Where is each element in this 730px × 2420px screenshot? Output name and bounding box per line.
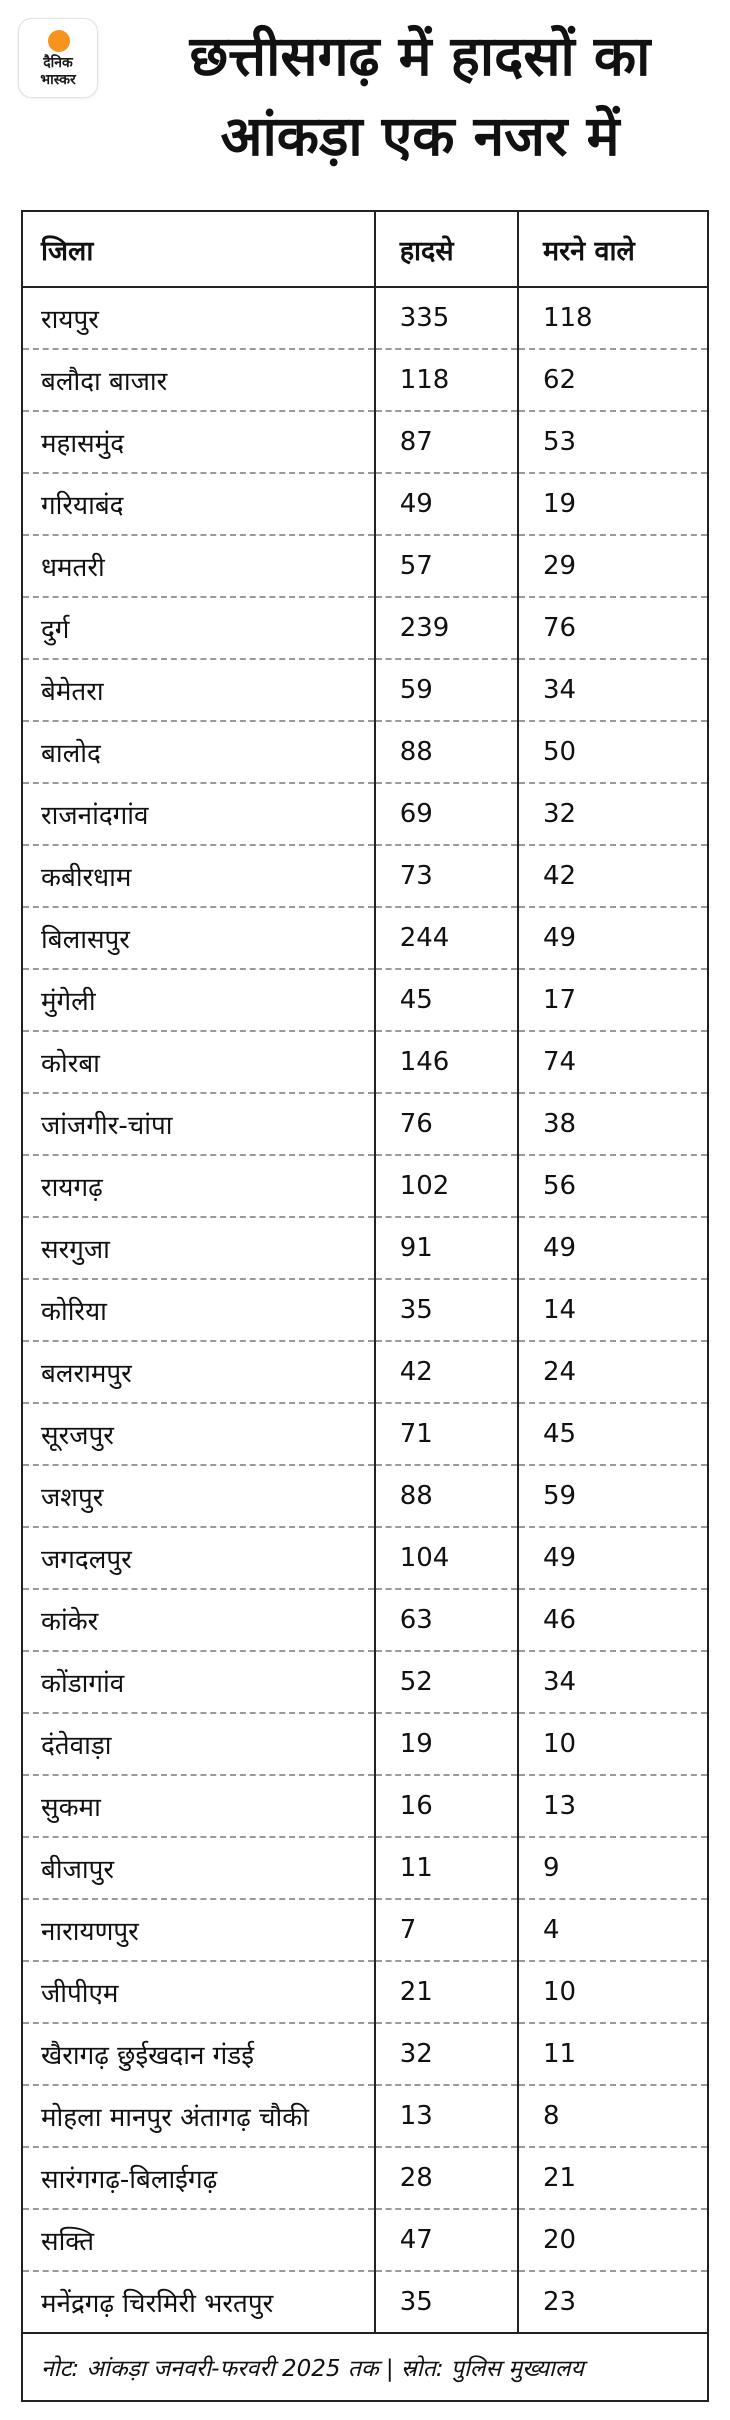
cell-deaths: 62 (518, 349, 708, 411)
cell-deaths: 49 (518, 907, 708, 969)
cell-deaths: 53 (518, 411, 708, 473)
table-row (22, 845, 708, 907)
table-row (22, 1837, 708, 1899)
cell-district: बलरामपुर (22, 1341, 375, 1403)
cell-deaths: 50 (518, 721, 708, 783)
cell-deaths: 74 (518, 1031, 708, 1093)
table-row (22, 2147, 708, 2209)
cell-accidents: 42 (375, 1341, 518, 1403)
sun-icon (48, 30, 70, 52)
cell-deaths: 17 (518, 969, 708, 1031)
table-row (22, 1589, 708, 1651)
cell-district: कोंडागांव (22, 1651, 375, 1713)
table-row (22, 1093, 708, 1155)
table-row (22, 1651, 708, 1713)
cell-accidents: 52 (375, 1651, 518, 1713)
cell-accidents: 71 (375, 1403, 518, 1465)
cell-accidents: 118 (375, 349, 518, 411)
cell-deaths: 34 (518, 659, 708, 721)
cell-accidents: 88 (375, 721, 518, 783)
header (0, 0, 730, 190)
cell-district: सक्ति (22, 2209, 375, 2271)
column-header-accidents: हादसे (375, 211, 518, 287)
table-row (22, 473, 708, 535)
table-row (22, 1775, 708, 1837)
cell-accidents: 104 (375, 1527, 518, 1589)
table-row (22, 1217, 708, 1279)
cell-district: दुर्ग (22, 597, 375, 659)
cell-accidents: 69 (375, 783, 518, 845)
cell-district: सुकमा (22, 1775, 375, 1837)
cell-district: बेमेतरा (22, 659, 375, 721)
cell-accidents: 32 (375, 2023, 518, 2085)
cell-deaths: 76 (518, 597, 708, 659)
cell-accidents: 19 (375, 1713, 518, 1775)
cell-accidents: 91 (375, 1217, 518, 1279)
table-row (22, 349, 708, 411)
table-row (22, 1899, 708, 1961)
cell-deaths: 38 (518, 1093, 708, 1155)
cell-deaths: 19 (518, 473, 708, 535)
cell-accidents: 76 (375, 1093, 518, 1155)
cell-accidents: 102 (375, 1155, 518, 1217)
table-row (22, 2209, 708, 2271)
cell-district: मुंगेली (22, 969, 375, 1031)
cell-accidents: 59 (375, 659, 518, 721)
cell-district: कोरिया (22, 1279, 375, 1341)
cell-accidents: 7 (375, 1899, 518, 1961)
cell-accidents: 47 (375, 2209, 518, 2271)
cell-accidents: 11 (375, 1837, 518, 1899)
table-row (22, 1713, 708, 1775)
cell-district: सरगुजा (22, 1217, 375, 1279)
page-title-line1: छत्तीसगढ़ में हादसों का (189, 24, 651, 88)
cell-district: धमतरी (22, 535, 375, 597)
cell-deaths: 42 (518, 845, 708, 907)
cell-deaths: 49 (518, 1527, 708, 1589)
table-header-row (22, 211, 708, 287)
brand-logo-text (19, 55, 97, 89)
cell-deaths: 14 (518, 1279, 708, 1341)
table-row (22, 1465, 708, 1527)
table-row (22, 907, 708, 969)
cell-district: बलौदा बाजार (22, 349, 375, 411)
cell-deaths: 32 (518, 783, 708, 845)
cell-district: बालोद (22, 721, 375, 783)
table-row (22, 969, 708, 1031)
cell-accidents: 239 (375, 597, 518, 659)
cell-accidents: 21 (375, 1961, 518, 2023)
cell-accidents: 244 (375, 907, 518, 969)
cell-deaths: 34 (518, 1651, 708, 1713)
cell-district: महासमुंद (22, 411, 375, 473)
table-row (22, 1961, 708, 2023)
cell-accidents: 13 (375, 2085, 518, 2147)
cell-district: जीपीएम (22, 1961, 375, 2023)
cell-accidents: 146 (375, 1031, 518, 1093)
cell-deaths: 10 (518, 1961, 708, 2023)
cell-district: राजनांदगांव (22, 783, 375, 845)
cell-district: रायगढ़ (22, 1155, 375, 1217)
cell-district: बीजापुर (22, 1837, 375, 1899)
table-row (22, 1341, 708, 1403)
cell-accidents: 35 (375, 2271, 518, 2333)
table-row (22, 1031, 708, 1093)
cell-district: जशपुर (22, 1465, 375, 1527)
cell-deaths: 20 (518, 2209, 708, 2271)
table-row (22, 2023, 708, 2085)
cell-district: रायपुर (22, 287, 375, 349)
cell-accidents: 63 (375, 1589, 518, 1651)
cell-district: सूरजपुर (22, 1403, 375, 1465)
cell-district: जगदलपुर (22, 1527, 375, 1589)
cell-district: मनेंद्रगढ़ चिरमिरी भरतपुर (22, 2271, 375, 2333)
cell-deaths: 46 (518, 1589, 708, 1651)
cell-deaths: 49 (518, 1217, 708, 1279)
brand-logo-line1: दैनिक (43, 55, 73, 71)
cell-district: मोहला मानपुर अंतागढ़ चौकी (22, 2085, 375, 2147)
cell-district: दंतेवाड़ा (22, 1713, 375, 1775)
cell-accidents: 28 (375, 2147, 518, 2209)
table-row (22, 597, 708, 659)
cell-deaths: 59 (518, 1465, 708, 1527)
cell-district: जांजगीर-चांपा (22, 1093, 375, 1155)
table-row (22, 535, 708, 597)
cell-accidents: 73 (375, 845, 518, 907)
accident-data-table (21, 210, 709, 2402)
cell-deaths: 11 (518, 2023, 708, 2085)
table-row (22, 287, 708, 349)
cell-district: बिलासपुर (22, 907, 375, 969)
column-header-deaths: मरने वाले (518, 211, 708, 287)
cell-accidents: 88 (375, 1465, 518, 1527)
cell-district: खैरागढ़ छुईखदान गंडई (22, 2023, 375, 2085)
cell-deaths: 24 (518, 1341, 708, 1403)
cell-district: कोरबा (22, 1031, 375, 1093)
cell-district: कांकेर (22, 1589, 375, 1651)
brand-logo-line2: भास्कर (40, 72, 76, 88)
cell-deaths: 29 (518, 535, 708, 597)
table-row (22, 1403, 708, 1465)
cell-accidents: 35 (375, 1279, 518, 1341)
cell-district: सारंगगढ़-बिलाईगढ़ (22, 2147, 375, 2209)
table-row (22, 2271, 708, 2333)
cell-deaths: 56 (518, 1155, 708, 1217)
cell-district: नारायणपुर (22, 1899, 375, 1961)
cell-deaths: 9 (518, 1837, 708, 1899)
brand-logo (18, 18, 98, 98)
cell-accidents: 45 (375, 969, 518, 1031)
cell-deaths: 23 (518, 2271, 708, 2333)
page-title-line2: आंकड़ा एक नजर में (220, 104, 620, 168)
cell-accidents: 16 (375, 1775, 518, 1837)
table-row (22, 783, 708, 845)
table-footnote-row (22, 2333, 708, 2401)
cell-district: कबीरधाम (22, 845, 375, 907)
cell-accidents: 335 (375, 287, 518, 349)
cell-accidents: 87 (375, 411, 518, 473)
table-row (22, 1155, 708, 1217)
cell-deaths: 10 (518, 1713, 708, 1775)
cell-accidents: 49 (375, 473, 518, 535)
table-row (22, 1527, 708, 1589)
cell-deaths: 13 (518, 1775, 708, 1837)
table-row (22, 721, 708, 783)
table-row (22, 2085, 708, 2147)
table-row (22, 659, 708, 721)
cell-deaths: 45 (518, 1403, 708, 1465)
cell-deaths: 8 (518, 2085, 708, 2147)
table-body (22, 287, 708, 2333)
cell-deaths: 21 (518, 2147, 708, 2209)
cell-deaths: 118 (518, 287, 708, 349)
cell-deaths: 4 (518, 1899, 708, 1961)
table-row (22, 411, 708, 473)
cell-accidents: 57 (375, 535, 518, 597)
column-header-district: जिला (22, 211, 375, 287)
page-title (110, 16, 730, 176)
table-row (22, 1279, 708, 1341)
cell-district: गरियाबंद (22, 473, 375, 535)
table-footnote: नोट: आंकड़ा जनवरी-फरवरी 2025 तक | स्रोत: पुलिस मुख्यालय (22, 2333, 708, 2401)
